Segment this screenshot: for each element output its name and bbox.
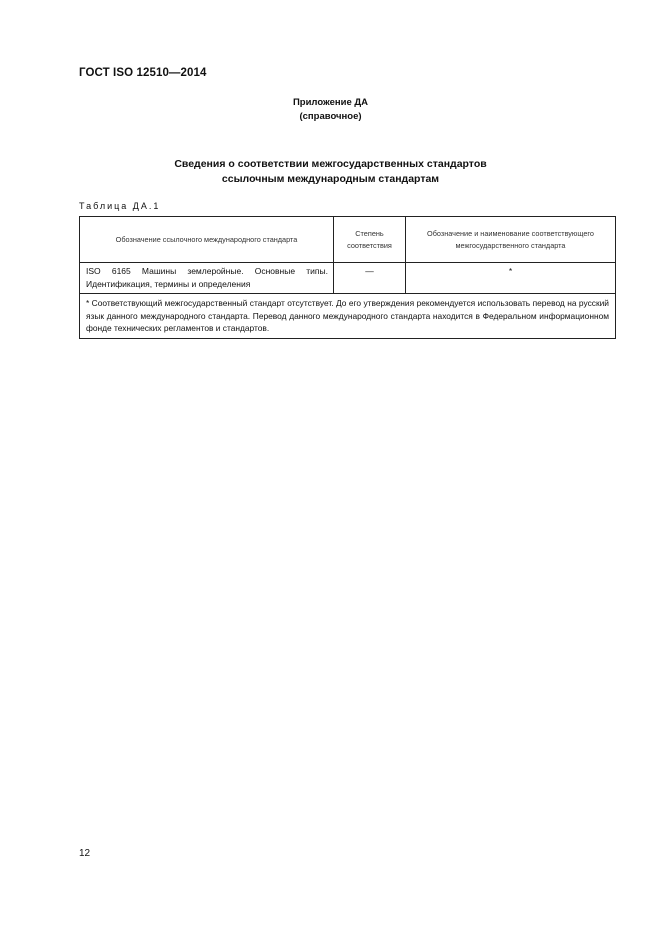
section-title-line-1: Сведения о соответствии межгосударственных стандартов: [174, 158, 487, 170]
document-code: ГОСТ ISO 12510—2014: [79, 67, 207, 79]
cell-interstate-standard: *: [406, 263, 616, 294]
section-heading: [0, 157, 661, 187]
table-caption: Таблица ДА.1: [79, 201, 161, 211]
table-footnote-row: [80, 294, 616, 339]
cell-degree: —: [334, 263, 406, 294]
header-interstate-standard: Обозначение и наименование соответствующего межгосударственного стандарта: [406, 217, 616, 263]
table-footnote: * Соответствующий межгосударственный стандарт отсутствует. До его утверждения рекомендуется использовать перевод на русский язык данного международного стандарта. Перевод данного международного стандарта находится в Федеральном информационном фонде технических регламентов и стандартов.: [80, 294, 616, 339]
header-reference-standard: Обозначение ссылочного международного стандарта: [80, 217, 334, 263]
appendix-subtitle: (справочное): [299, 111, 362, 122]
appendix-title: Приложение ДА: [292, 97, 369, 108]
page-number: 12: [79, 848, 91, 859]
appendix-heading: [0, 96, 661, 124]
correspondence-table: [79, 216, 616, 339]
table-row: [80, 263, 616, 294]
table-header-row: [80, 217, 616, 263]
cell-reference-standard: ISO 6165 Машины землеройные. Основные типы. Идентификация, термины и определения: [80, 263, 334, 294]
section-title-line-2: ссылочным международным стандартам: [221, 173, 440, 185]
header-degree: Степень соответствия: [334, 217, 406, 263]
